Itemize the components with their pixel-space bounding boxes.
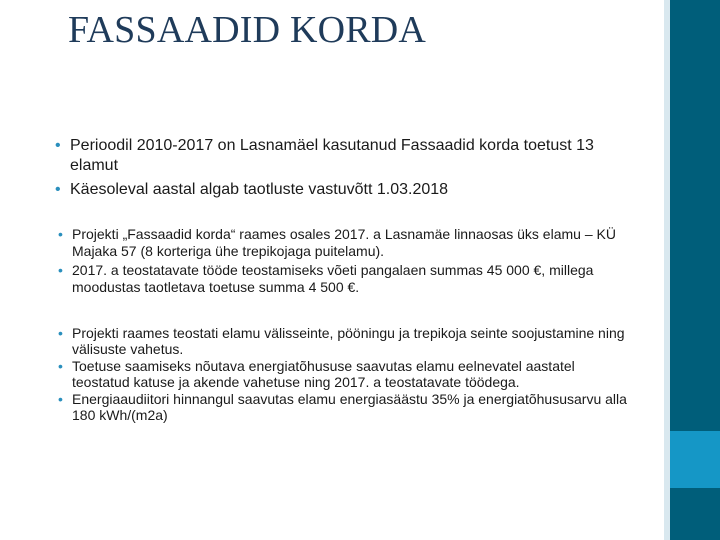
list-item-text: Projekti „Fassaadid korda“ raames osales 2017. a Lasnamäe linnaosas üks elamu – KÜ Majaka 57 (8 korteriga ühe trepikojaga puitelamu).: [72, 226, 616, 259]
list-item: [55, 136, 630, 176]
list-item: [58, 325, 632, 357]
decorative-rail-accent: [670, 431, 720, 488]
list-item: [58, 226, 652, 260]
list-item-text: Perioodil 2010-2017 on Lasnamäel kasutanud Fassaadid korda toetust 13 elamut: [70, 137, 594, 174]
bullet-icon: •: [55, 181, 61, 198]
bullet-list-works: [58, 325, 632, 424]
bullet-icon: •: [58, 391, 63, 407]
bullet-icon: •: [58, 226, 63, 242]
bullet-list-project: [58, 226, 652, 298]
bullet-list-summary: [55, 136, 630, 204]
list-item-text: 2017. a teostatavate tööde teostamiseks võeti pangalaen summas 45 000 €, millega moodustas taotletava toetuse summa 4 500 €.: [72, 262, 594, 295]
bullet-icon: •: [58, 262, 63, 278]
list-item-text: Projekti raames teostati elamu välisseinte, pööningu ja trepikoja seinte soojustamine ning välisuste vahetus.: [72, 325, 625, 357]
list-item: [58, 262, 652, 296]
bullet-icon: •: [55, 137, 61, 154]
slide-title: FASSAADID KORDA: [68, 9, 427, 51]
list-item: [58, 358, 632, 390]
list-item: [55, 180, 630, 200]
bullet-icon: •: [58, 325, 63, 341]
bullet-icon: •: [58, 358, 63, 374]
list-item-text: Käesoleval aastal algab taotluste vastuvõtt 1.03.2018: [70, 181, 449, 198]
list-item-text: Toetuse saamiseks nõutava energiatõhususe saavutas elamu eelnevatel aastatel teostatud katuse ja akende vahetuse ning 2017. a teostatavate töödega.: [72, 358, 575, 390]
list-item-text: Energiaaudiitori hinnangul saavutas elamu energiasäästu 35% ja energiatõhususarvu alla 180 kWh/(m2a): [72, 391, 627, 423]
list-item: [58, 391, 632, 423]
